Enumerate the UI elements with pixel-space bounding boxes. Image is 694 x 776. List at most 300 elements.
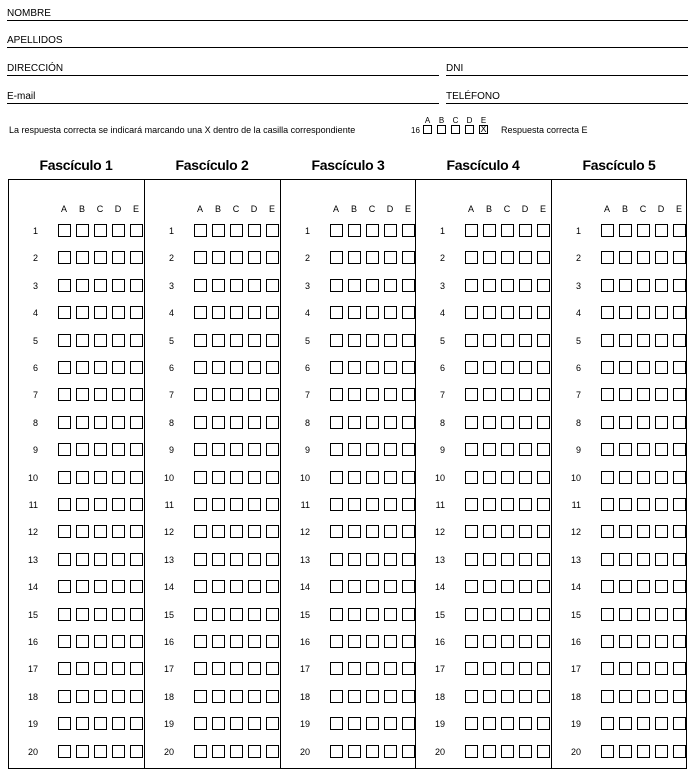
answer-checkbox-b[interactable] [619,443,632,456]
answer-checkbox-a[interactable] [194,498,207,511]
answer-checkbox-a[interactable] [58,224,71,237]
answer-checkbox-b[interactable] [619,361,632,374]
answer-checkbox-e[interactable] [537,525,550,538]
answer-checkbox-e[interactable] [130,251,143,264]
answer-checkbox-b[interactable] [619,388,632,401]
telefono-field[interactable] [446,89,688,104]
dni-field[interactable] [446,61,688,76]
answer-checkbox-e[interactable] [130,361,143,374]
answer-checkbox-e[interactable] [537,416,550,429]
answer-checkbox-d[interactable] [655,553,668,566]
answer-checkbox-a[interactable] [194,443,207,456]
answer-checkbox-c[interactable] [230,662,243,675]
answer-checkbox-d[interactable] [655,690,668,703]
answer-checkbox-b[interactable] [483,279,496,292]
answer-checkbox-c[interactable] [501,608,514,621]
answer-checkbox-d[interactable] [248,498,261,511]
answer-checkbox-a[interactable] [465,471,478,484]
answer-checkbox-d[interactable] [112,608,125,621]
direccion-field[interactable] [7,61,439,76]
answer-checkbox-a[interactable] [194,416,207,429]
answer-checkbox-c[interactable] [366,635,379,648]
answer-checkbox-e[interactable] [673,580,686,593]
answer-checkbox-e[interactable] [537,388,550,401]
answer-checkbox-a[interactable] [194,525,207,538]
answer-checkbox-b[interactable] [619,553,632,566]
answer-checkbox-d[interactable] [112,498,125,511]
answer-checkbox-c[interactable] [94,717,107,730]
answer-checkbox-a[interactable] [194,279,207,292]
answer-checkbox-a[interactable] [58,279,71,292]
answer-checkbox-d[interactable] [112,745,125,758]
answer-checkbox-d[interactable] [248,717,261,730]
answer-checkbox-a[interactable] [194,662,207,675]
answer-checkbox-a[interactable] [58,443,71,456]
answer-checkbox-c[interactable] [94,553,107,566]
answer-checkbox-b[interactable] [483,361,496,374]
answer-checkbox-a[interactable] [330,416,343,429]
answer-checkbox-b[interactable] [212,224,225,237]
answer-checkbox-c[interactable] [230,525,243,538]
answer-checkbox-a[interactable] [194,580,207,593]
answer-checkbox-d[interactable] [519,334,532,347]
answer-checkbox-b[interactable] [483,224,496,237]
answer-checkbox-b[interactable] [348,635,361,648]
answer-checkbox-a[interactable] [58,717,71,730]
answer-checkbox-c[interactable] [501,498,514,511]
answer-checkbox-a[interactable] [465,553,478,566]
answer-checkbox-d[interactable] [519,498,532,511]
answer-checkbox-a[interactable] [601,717,614,730]
answer-checkbox-b[interactable] [76,498,89,511]
answer-checkbox-a[interactable] [465,416,478,429]
answer-checkbox-e[interactable] [537,745,550,758]
answer-checkbox-c[interactable] [501,416,514,429]
answer-checkbox-d[interactable] [519,471,532,484]
answer-checkbox-a[interactable] [330,334,343,347]
answer-checkbox-d[interactable] [112,306,125,319]
answer-checkbox-d[interactable] [655,416,668,429]
answer-checkbox-d[interactable] [655,334,668,347]
answer-checkbox-e[interactable] [537,334,550,347]
answer-checkbox-c[interactable] [501,334,514,347]
answer-checkbox-c[interactable] [366,443,379,456]
answer-checkbox-e[interactable] [266,745,279,758]
answer-checkbox-d[interactable] [655,443,668,456]
answer-checkbox-c[interactable] [366,525,379,538]
answer-checkbox-b[interactable] [619,635,632,648]
answer-checkbox-e[interactable] [537,443,550,456]
answer-checkbox-e[interactable] [537,690,550,703]
answer-checkbox-e[interactable] [130,662,143,675]
answer-checkbox-e[interactable] [266,388,279,401]
answer-checkbox-c[interactable] [94,251,107,264]
answer-checkbox-c[interactable] [94,690,107,703]
answer-checkbox-a[interactable] [465,635,478,648]
answer-checkbox-a[interactable] [601,361,614,374]
answer-checkbox-b[interactable] [619,279,632,292]
answer-checkbox-a[interactable] [194,745,207,758]
answer-checkbox-c[interactable] [501,553,514,566]
answer-checkbox-b[interactable] [483,745,496,758]
answer-checkbox-c[interactable] [637,635,650,648]
answer-checkbox-e[interactable] [130,306,143,319]
answer-checkbox-c[interactable] [230,279,243,292]
answer-checkbox-a[interactable] [330,608,343,621]
answer-checkbox-b[interactable] [212,498,225,511]
answer-checkbox-b[interactable] [212,745,225,758]
answer-checkbox-c[interactable] [501,443,514,456]
answer-checkbox-e[interactable] [537,251,550,264]
answer-checkbox-c[interactable] [230,471,243,484]
answer-checkbox-d[interactable] [384,279,397,292]
answer-checkbox-a[interactable] [465,443,478,456]
answer-checkbox-e[interactable] [130,553,143,566]
answer-checkbox-c[interactable] [94,306,107,319]
answer-checkbox-c[interactable] [366,224,379,237]
answer-checkbox-c[interactable] [366,471,379,484]
answer-checkbox-a[interactable] [330,525,343,538]
answer-checkbox-a[interactable] [330,279,343,292]
answer-checkbox-d[interactable] [248,224,261,237]
answer-checkbox-d[interactable] [384,717,397,730]
answer-checkbox-c[interactable] [230,553,243,566]
answer-checkbox-b[interactable] [348,471,361,484]
answer-checkbox-a[interactable] [330,251,343,264]
answer-checkbox-d[interactable] [112,251,125,264]
answer-checkbox-c[interactable] [501,580,514,593]
answer-checkbox-e[interactable] [402,361,415,374]
answer-checkbox-d[interactable] [112,388,125,401]
answer-checkbox-e[interactable] [266,224,279,237]
answer-checkbox-a[interactable] [58,361,71,374]
answer-checkbox-d[interactable] [384,635,397,648]
answer-checkbox-a[interactable] [194,224,207,237]
answer-checkbox-b[interactable] [348,416,361,429]
answer-checkbox-a[interactable] [194,608,207,621]
answer-checkbox-a[interactable] [194,388,207,401]
answer-checkbox-b[interactable] [212,306,225,319]
answer-checkbox-d[interactable] [112,635,125,648]
answer-checkbox-d[interactable] [248,690,261,703]
answer-checkbox-e[interactable] [673,608,686,621]
answer-checkbox-e[interactable] [402,580,415,593]
answer-checkbox-c[interactable] [637,717,650,730]
answer-checkbox-e[interactable] [537,498,550,511]
answer-checkbox-e[interactable] [673,717,686,730]
answer-checkbox-c[interactable] [501,635,514,648]
answer-checkbox-c[interactable] [366,690,379,703]
answer-checkbox-b[interactable] [483,662,496,675]
answer-checkbox-c[interactable] [94,498,107,511]
answer-checkbox-b[interactable] [76,471,89,484]
answer-checkbox-a[interactable] [58,553,71,566]
answer-checkbox-d[interactable] [112,334,125,347]
answer-checkbox-c[interactable] [230,690,243,703]
answer-checkbox-e[interactable] [537,608,550,621]
answer-checkbox-a[interactable] [601,471,614,484]
answer-checkbox-b[interactable] [619,334,632,347]
answer-checkbox-e[interactable] [402,334,415,347]
answer-checkbox-a[interactable] [601,224,614,237]
answer-checkbox-a[interactable] [58,662,71,675]
answer-checkbox-a[interactable] [465,361,478,374]
answer-checkbox-d[interactable] [112,471,125,484]
answer-checkbox-c[interactable] [230,443,243,456]
answer-checkbox-b[interactable] [76,690,89,703]
answer-checkbox-a[interactable] [601,662,614,675]
answer-checkbox-c[interactable] [637,553,650,566]
answer-checkbox-b[interactable] [76,443,89,456]
answer-checkbox-b[interactable] [483,416,496,429]
answer-checkbox-d[interactable] [384,745,397,758]
answer-checkbox-d[interactable] [384,553,397,566]
answer-checkbox-b[interactable] [76,416,89,429]
answer-checkbox-a[interactable] [601,443,614,456]
answer-checkbox-a[interactable] [330,388,343,401]
answer-checkbox-c[interactable] [230,224,243,237]
answer-checkbox-c[interactable] [637,279,650,292]
answer-checkbox-d[interactable] [248,525,261,538]
answer-checkbox-c[interactable] [637,498,650,511]
answer-checkbox-b[interactable] [348,498,361,511]
answer-checkbox-a[interactable] [465,498,478,511]
answer-checkbox-b[interactable] [212,635,225,648]
answer-checkbox-c[interactable] [94,662,107,675]
answer-checkbox-e[interactable] [130,224,143,237]
answer-checkbox-e[interactable] [266,416,279,429]
answer-checkbox-c[interactable] [501,279,514,292]
answer-checkbox-c[interactable] [637,580,650,593]
answer-checkbox-b[interactable] [483,690,496,703]
answer-checkbox-c[interactable] [366,279,379,292]
answer-checkbox-a[interactable] [58,498,71,511]
answer-checkbox-d[interactable] [519,662,532,675]
answer-checkbox-e[interactable] [130,416,143,429]
answer-checkbox-a[interactable] [465,251,478,264]
answer-checkbox-b[interactable] [212,279,225,292]
answer-checkbox-c[interactable] [94,443,107,456]
answer-checkbox-c[interactable] [501,690,514,703]
answer-checkbox-b[interactable] [619,580,632,593]
answer-checkbox-e[interactable] [266,662,279,675]
answer-checkbox-b[interactable] [212,690,225,703]
answer-checkbox-d[interactable] [384,388,397,401]
answer-checkbox-b[interactable] [76,717,89,730]
answer-checkbox-e[interactable] [673,745,686,758]
answer-checkbox-d[interactable] [655,580,668,593]
answer-checkbox-c[interactable] [501,471,514,484]
answer-checkbox-c[interactable] [94,334,107,347]
answer-checkbox-e[interactable] [673,690,686,703]
answer-checkbox-a[interactable] [58,334,71,347]
answer-checkbox-a[interactable] [58,608,71,621]
answer-checkbox-a[interactable] [601,388,614,401]
answer-checkbox-d[interactable] [655,388,668,401]
answer-checkbox-c[interactable] [366,388,379,401]
answer-checkbox-b[interactable] [619,251,632,264]
answer-checkbox-a[interactable] [330,690,343,703]
answer-checkbox-c[interactable] [637,525,650,538]
answer-checkbox-e[interactable] [402,717,415,730]
answer-checkbox-e[interactable] [673,635,686,648]
answer-checkbox-b[interactable] [483,553,496,566]
answer-checkbox-b[interactable] [483,525,496,538]
answer-checkbox-d[interactable] [519,690,532,703]
answer-checkbox-c[interactable] [366,306,379,319]
answer-checkbox-c[interactable] [637,334,650,347]
answer-checkbox-d[interactable] [112,662,125,675]
answer-checkbox-d[interactable] [655,717,668,730]
answer-checkbox-c[interactable] [94,608,107,621]
answer-checkbox-b[interactable] [212,361,225,374]
answer-checkbox-c[interactable] [366,416,379,429]
answer-checkbox-d[interactable] [519,224,532,237]
answer-checkbox-e[interactable] [266,306,279,319]
answer-checkbox-c[interactable] [230,635,243,648]
answer-checkbox-a[interactable] [194,553,207,566]
answer-checkbox-d[interactable] [519,388,532,401]
answer-checkbox-e[interactable] [537,471,550,484]
answer-checkbox-c[interactable] [94,525,107,538]
answer-checkbox-c[interactable] [94,416,107,429]
answer-checkbox-d[interactable] [384,608,397,621]
answer-checkbox-a[interactable] [194,717,207,730]
answer-checkbox-a[interactable] [465,388,478,401]
answer-checkbox-d[interactable] [112,279,125,292]
answer-checkbox-b[interactable] [483,334,496,347]
answer-checkbox-e[interactable] [266,525,279,538]
answer-checkbox-a[interactable] [194,306,207,319]
answer-checkbox-a[interactable] [194,690,207,703]
answer-checkbox-e[interactable] [402,416,415,429]
answer-checkbox-b[interactable] [619,224,632,237]
answer-checkbox-e[interactable] [402,388,415,401]
answer-checkbox-e[interactable] [266,361,279,374]
answer-checkbox-b[interactable] [76,224,89,237]
answer-checkbox-a[interactable] [465,525,478,538]
answer-checkbox-c[interactable] [637,443,650,456]
answer-checkbox-b[interactable] [619,717,632,730]
answer-checkbox-d[interactable] [112,690,125,703]
answer-checkbox-d[interactable] [655,361,668,374]
answer-checkbox-d[interactable] [519,608,532,621]
answer-checkbox-e[interactable] [130,580,143,593]
answer-checkbox-b[interactable] [483,306,496,319]
answer-checkbox-c[interactable] [637,690,650,703]
answer-checkbox-c[interactable] [94,745,107,758]
answer-checkbox-a[interactable] [58,251,71,264]
answer-checkbox-e[interactable] [402,471,415,484]
answer-checkbox-b[interactable] [76,745,89,758]
answer-checkbox-a[interactable] [330,553,343,566]
answer-checkbox-b[interactable] [348,717,361,730]
answer-checkbox-b[interactable] [348,279,361,292]
answer-checkbox-d[interactable] [519,553,532,566]
answer-checkbox-c[interactable] [366,717,379,730]
answer-checkbox-e[interactable] [266,251,279,264]
answer-checkbox-c[interactable] [366,662,379,675]
answer-checkbox-a[interactable] [330,224,343,237]
answer-checkbox-b[interactable] [212,471,225,484]
answer-checkbox-c[interactable] [637,251,650,264]
answer-checkbox-d[interactable] [384,361,397,374]
answer-checkbox-d[interactable] [519,416,532,429]
answer-checkbox-e[interactable] [266,717,279,730]
answer-checkbox-c[interactable] [230,361,243,374]
answer-checkbox-a[interactable] [330,471,343,484]
answer-checkbox-a[interactable] [330,580,343,593]
answer-checkbox-b[interactable] [76,525,89,538]
answer-checkbox-b[interactable] [483,635,496,648]
answer-checkbox-a[interactable] [194,361,207,374]
answer-checkbox-d[interactable] [384,306,397,319]
answer-checkbox-e[interactable] [130,443,143,456]
answer-checkbox-d[interactable] [519,251,532,264]
answer-checkbox-d[interactable] [384,525,397,538]
apellidos-field[interactable] [7,33,688,48]
answer-checkbox-e[interactable] [537,635,550,648]
answer-checkbox-e[interactable] [402,251,415,264]
answer-checkbox-b[interactable] [483,580,496,593]
answer-checkbox-d[interactable] [248,416,261,429]
answer-checkbox-e[interactable] [130,334,143,347]
answer-checkbox-a[interactable] [465,608,478,621]
answer-checkbox-e[interactable] [402,279,415,292]
answer-checkbox-a[interactable] [58,388,71,401]
answer-checkbox-b[interactable] [348,553,361,566]
answer-checkbox-a[interactable] [58,525,71,538]
answer-checkbox-d[interactable] [112,525,125,538]
answer-checkbox-c[interactable] [501,745,514,758]
answer-checkbox-c[interactable] [501,662,514,675]
answer-checkbox-e[interactable] [402,498,415,511]
answer-checkbox-c[interactable] [366,608,379,621]
answer-checkbox-b[interactable] [212,580,225,593]
answer-checkbox-a[interactable] [601,306,614,319]
answer-checkbox-e[interactable] [402,553,415,566]
answer-checkbox-e[interactable] [673,553,686,566]
answer-checkbox-b[interactable] [76,662,89,675]
answer-checkbox-d[interactable] [112,224,125,237]
answer-checkbox-d[interactable] [519,717,532,730]
answer-checkbox-c[interactable] [637,306,650,319]
answer-checkbox-e[interactable] [673,224,686,237]
answer-checkbox-d[interactable] [519,361,532,374]
answer-checkbox-d[interactable] [248,471,261,484]
answer-checkbox-b[interactable] [483,251,496,264]
answer-checkbox-d[interactable] [112,580,125,593]
answer-checkbox-a[interactable] [330,662,343,675]
answer-checkbox-b[interactable] [212,334,225,347]
answer-checkbox-c[interactable] [230,416,243,429]
answer-checkbox-e[interactable] [130,471,143,484]
answer-checkbox-d[interactable] [248,443,261,456]
answer-checkbox-b[interactable] [483,443,496,456]
answer-checkbox-d[interactable] [655,525,668,538]
answer-checkbox-a[interactable] [194,635,207,648]
answer-checkbox-b[interactable] [483,388,496,401]
answer-checkbox-b[interactable] [212,251,225,264]
answer-checkbox-b[interactable] [76,306,89,319]
answer-checkbox-c[interactable] [230,717,243,730]
answer-checkbox-d[interactable] [655,745,668,758]
answer-checkbox-c[interactable] [366,334,379,347]
answer-checkbox-e[interactable] [537,224,550,237]
answer-checkbox-e[interactable] [537,279,550,292]
answer-checkbox-e[interactable] [673,525,686,538]
answer-checkbox-b[interactable] [348,662,361,675]
